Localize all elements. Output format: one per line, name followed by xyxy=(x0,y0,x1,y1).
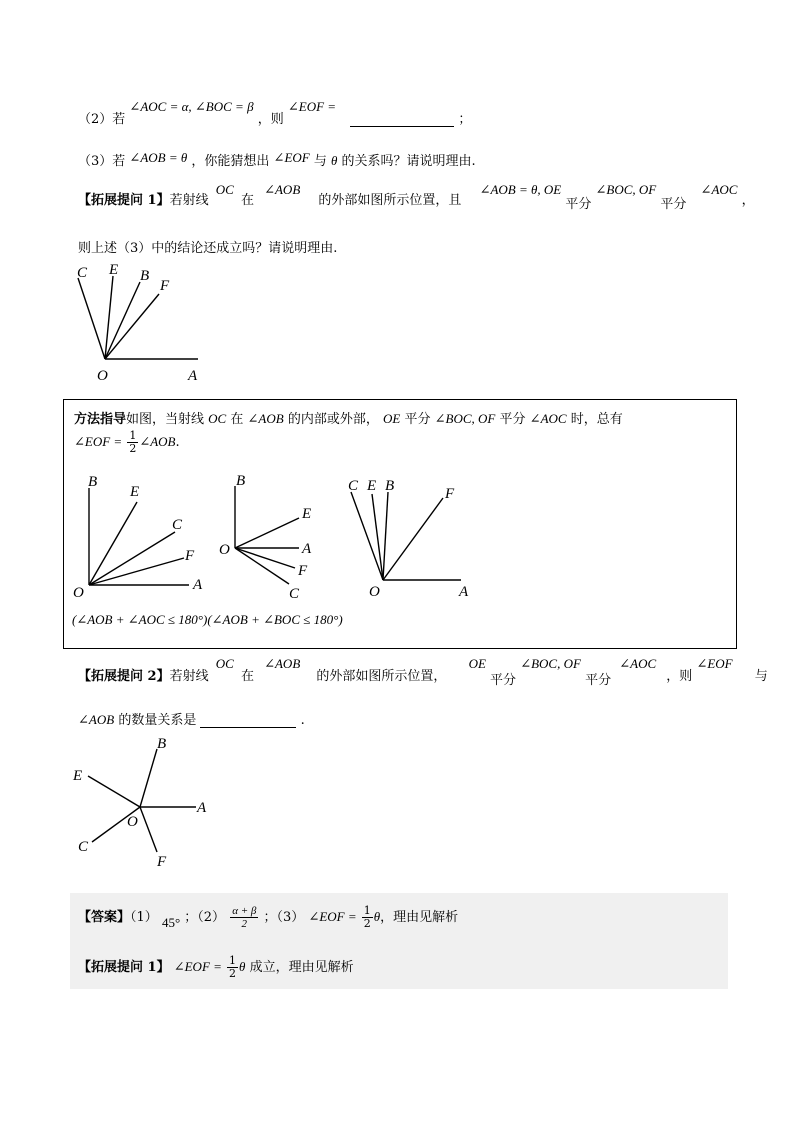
ext1-oc: OC xyxy=(215,182,234,197)
ext1-t4: 平分 xyxy=(565,197,592,212)
condition-2: (∠AOB + ∠BOC ≤ 180°) xyxy=(207,612,343,627)
ray-ob xyxy=(105,282,140,359)
method-boc: ∠BOC, OF xyxy=(434,411,496,426)
label-o: O xyxy=(219,542,230,558)
answer-line2 xyxy=(78,955,354,980)
figure-1 xyxy=(70,258,210,383)
q3-theta: θ xyxy=(331,153,338,168)
ray-of xyxy=(140,807,157,852)
extension-1-line2 xyxy=(78,237,337,256)
answer2-tail: 成立，理由见解析 xyxy=(249,960,354,975)
answer-p4: ，理由见解析 xyxy=(380,910,459,925)
label-b: B xyxy=(157,736,167,752)
label-c: C xyxy=(289,586,300,602)
ext2-t3: 的外部如图所示位置， xyxy=(316,669,447,684)
method-result xyxy=(74,430,180,455)
extension-1 xyxy=(78,182,755,212)
ext1-aob: ∠AOB xyxy=(264,182,301,197)
ray-of xyxy=(89,558,184,585)
answer2-half xyxy=(227,955,238,980)
answer2-tag: 【拓展提问 1】 xyxy=(78,960,170,975)
label-o: O xyxy=(369,584,380,600)
ray-of xyxy=(235,548,295,568)
label-e: E xyxy=(73,768,83,784)
ray-oe xyxy=(105,276,113,359)
ext1-t5: 平分 xyxy=(660,197,687,212)
ext2-oc: OC xyxy=(215,656,234,671)
ray-oe xyxy=(88,776,140,807)
answer-v3-num: 1 xyxy=(363,904,371,917)
ext1-tag: 【拓展提问 1】 xyxy=(78,193,170,208)
method-t1: 如图，当射线 xyxy=(126,412,205,427)
ext1-t1: 若射线 xyxy=(169,193,209,208)
method-aoc: ∠AOC xyxy=(529,411,567,426)
answer-v3-rhs: θ xyxy=(373,909,381,924)
method-half xyxy=(127,430,138,455)
ext2-t1: 若射线 xyxy=(169,669,209,684)
q3-ask: ∠EOF xyxy=(273,150,310,165)
ext2-t8: 的数量关系是 xyxy=(118,713,197,728)
label-f: F xyxy=(445,486,455,502)
label-c: C xyxy=(77,265,88,281)
method-tag: 方法指导 xyxy=(74,412,127,427)
method-guide-box xyxy=(63,399,737,649)
label-b: B xyxy=(88,474,98,490)
label-e: E xyxy=(109,262,119,278)
q3-prefix: （3）若 xyxy=(78,154,126,169)
answer-v3-lhs: ∠EOF = xyxy=(308,909,357,924)
ext2-aob2: ∠AOB xyxy=(78,712,115,727)
answer-line1 xyxy=(78,905,458,930)
label-c: C xyxy=(348,478,359,494)
answer-p3: ；（3） xyxy=(263,910,305,925)
answer-v2 xyxy=(230,905,258,930)
ext2-t7: 与 xyxy=(754,669,768,684)
ext1-boc: ∠BOC, OF xyxy=(595,182,657,197)
q2-then: ，则 xyxy=(257,112,284,127)
answer-p1: （1） xyxy=(130,910,158,925)
method-t3: 的内部或外部， xyxy=(287,412,379,427)
ray-oe xyxy=(372,494,383,580)
ext2-t4: 平分 xyxy=(490,673,517,688)
ext2-end: . xyxy=(300,713,305,728)
ray-oe xyxy=(235,518,299,548)
ray-of xyxy=(105,294,159,359)
answer-v3-half xyxy=(362,905,373,930)
q2-prefix: （2）若 xyxy=(78,112,126,127)
method-period: . xyxy=(175,435,180,450)
method-res-lhs: ∠EOF = xyxy=(74,434,123,449)
method-half-den: 2 xyxy=(129,442,137,455)
answer-v1: 45° xyxy=(161,915,181,930)
label-e: E xyxy=(130,484,140,500)
ray-oc xyxy=(351,492,383,580)
figure-a xyxy=(72,472,212,602)
q2-given: ∠AOC = α, ∠BOC = β xyxy=(129,99,254,114)
ext2-aoc: ∠AOC xyxy=(619,656,657,671)
label-o: O xyxy=(97,368,108,383)
q2-answer-blank[interactable] xyxy=(350,126,454,127)
method-line1 xyxy=(74,408,623,427)
label-f: F xyxy=(185,548,195,564)
q3-mid: ，你能猜想出 xyxy=(191,154,270,169)
method-oc: OC xyxy=(208,411,227,426)
answer-v2-den: 2 xyxy=(241,918,248,930)
ext2-boc: ∠BOC, OF xyxy=(520,656,581,671)
method-t4: 平分 xyxy=(404,412,431,427)
method-t6: 时，总有 xyxy=(570,412,623,427)
extension-2-line2 xyxy=(78,709,305,728)
label-b: B xyxy=(140,268,150,284)
ray-oc xyxy=(89,532,175,585)
answer-panel xyxy=(70,893,728,989)
method-oe: OE xyxy=(383,411,401,426)
q3-given: ∠AOB = θ xyxy=(129,150,188,165)
method-half-num: 1 xyxy=(129,429,137,442)
answer2-rhs: θ xyxy=(239,959,246,974)
q3-mid2: 与 xyxy=(313,154,327,169)
method-res-rhs: ∠AOB xyxy=(139,434,176,449)
ray-oc xyxy=(235,548,289,584)
answer2-den: 2 xyxy=(229,967,237,980)
label-b: B xyxy=(236,473,246,489)
figure-b xyxy=(214,472,334,606)
ray-of xyxy=(383,498,443,580)
ext1-line2: 则上述（3）中的结论还成立吗？请说明理由. xyxy=(78,241,338,256)
question-3 xyxy=(78,150,476,169)
answer-v2-num: α + β xyxy=(232,905,257,917)
ext1-aoc: ∠AOC xyxy=(700,182,738,197)
question-2 xyxy=(78,99,472,127)
label-a: A xyxy=(302,541,312,557)
ext1-cond: ∠AOB = θ, OE xyxy=(479,182,562,197)
label-a: A xyxy=(193,577,203,593)
q3-end: 的关系吗？请说明理由. xyxy=(341,154,476,169)
method-aob: ∠AOB xyxy=(247,411,284,426)
condition-1: (∠AOB + ∠AOC ≤ 180°) xyxy=(72,612,208,627)
label-a: A xyxy=(197,800,207,816)
label-c: C xyxy=(172,517,183,533)
ray-oe xyxy=(89,502,137,585)
q2-ask: ∠EOF = xyxy=(287,99,337,114)
ext1-t6: ， xyxy=(741,193,755,208)
ext2-tag: 【拓展提问 2】 xyxy=(78,669,170,684)
method-conditions xyxy=(72,612,343,628)
extension-2 xyxy=(78,656,768,688)
ext2-t5: 平分 xyxy=(585,673,612,688)
figure-2 xyxy=(70,730,220,870)
ext1-t3: 的外部如图所示位置，且 xyxy=(318,193,462,208)
ext2-t2: 在 xyxy=(240,669,254,684)
q2-end: ； xyxy=(458,112,472,127)
ext2-oe: OE xyxy=(468,656,486,671)
label-f: F xyxy=(298,563,308,579)
answer-v3-den: 2 xyxy=(363,917,371,930)
answer-p2: ；（2） xyxy=(184,910,226,925)
ext2-t6: ，则 xyxy=(666,669,693,684)
ray-oc xyxy=(78,278,105,359)
ext2-eof: ∠EOF xyxy=(696,656,733,671)
ext2-answer-blank[interactable] xyxy=(200,727,296,728)
label-c: C xyxy=(78,839,89,855)
answer-tag: 【答案】 xyxy=(78,910,131,925)
label-f: F xyxy=(160,278,170,294)
label-f: F xyxy=(157,854,167,870)
answer2-lhs: ∠EOF = xyxy=(173,959,222,974)
ext1-t2: 在 xyxy=(240,193,254,208)
label-e: E xyxy=(302,506,312,522)
answer2-num: 1 xyxy=(229,954,237,967)
method-t2: 在 xyxy=(230,412,244,427)
label-a: A xyxy=(188,368,198,383)
label-o: O xyxy=(127,814,138,830)
ext2-aob: ∠AOB xyxy=(264,656,301,671)
label-o: O xyxy=(73,585,84,601)
label-e: E xyxy=(367,478,377,494)
ray-ob xyxy=(140,749,157,807)
label-a: A xyxy=(459,584,469,600)
method-t5: 平分 xyxy=(499,412,526,427)
ray-ob xyxy=(383,492,388,580)
label-b: B xyxy=(385,478,395,494)
figure-c xyxy=(339,472,489,602)
